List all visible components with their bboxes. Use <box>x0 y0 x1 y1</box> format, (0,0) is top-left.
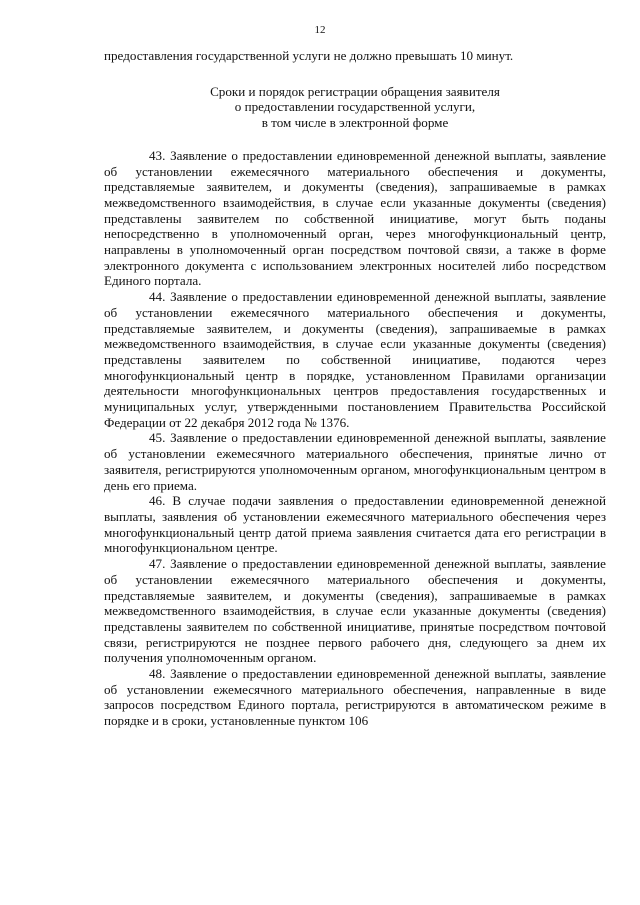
paragraph-43: 43. Заявление о предоставлении единовременной денежной выплаты, заявление об установлении ежемесячного материального обеспечения и документы, представляемые заявителем, и документы (сведения), запрашиваемые в рамках межведомственного взаимодействия, в случае если указанные документы (сведения) представлены заявителем по собственной инициативе, могут быть поданы непосредственно в уполномоченный орган, через многофункциональный центр, направлены в уполномоченный орган посредством почтовой связи, а также в форме электронного документа с использованием электронных носителей либо посредством Единого портала. <box>104 147 606 289</box>
section-heading-line: в том числе в электронной форме <box>261 115 449 131</box>
paragraph-45: 45. Заявление о предоставлении единовременной денежной выплаты, заявление об установлении ежемесячного материального обеспечения, принятые лично от заявителя, регистрируются уполномоченным органом, многофункциональным центром в день его приема. <box>104 430 606 493</box>
paragraph-48: 48. Заявление о предоставлении единовременной денежной выплаты, заявление об установлении ежемесячного материального обеспечения, направленные в виде запросов посредством Единого портала, регистрируются в автоматическом режиме в порядке и в сроки, установленные пунктом 106 <box>104 666 606 729</box>
paragraph-44: 44. Заявление о предоставлении единовременной денежной выплаты, заявление об установлении ежемесячного материального обеспечения и документы, представляемые заявителем, и документы (сведения), запрашиваемые в рамках межведомственного взаимодействия, в случае если указанные документы (сведения) представлены заявителем по собственной инициативе, подаются через многофункциональный центр в порядке, установленном Правилами организации деятельности многофункциональных центров предоставления государственных и муниципальных услуг, утвержденными постановлением Правительства Российской Федерации от 22 декабря 2012 года № 1376. <box>104 289 606 430</box>
document-body <box>104 48 606 729</box>
section-heading-line: о предоставлении государственной услуги, <box>234 99 476 115</box>
section-heading <box>104 84 606 131</box>
paragraph-46: 46. В случае подачи заявления о предоставлении единовременной денежной выплаты, заявления об установлении ежемесячного материального обеспечения через многофункциональный центр датой приема заявления считается дата его регистрации в многофункциональном центре. <box>104 493 606 556</box>
continuation-line: предоставления государственной услуги не должно превышать 10 минут. <box>104 48 514 63</box>
section-heading-line: Сроки и порядок регистрации обращения заявителя <box>210 83 500 99</box>
page-number: 12 <box>314 24 326 36</box>
paragraph-47: 47. Заявление о предоставлении единовременной денежной выплаты, заявление об установлении ежемесячного материального обеспечения и документы, представляемые заявителем, и документы (сведения), запрашиваемые в рамках межведомственного взаимодействия, в случае если указанные документы (сведения) представлены заявителем по собственной инициативе, принятые посредством почтовой связи, регистрируются не позднее первого рабочего дня, следующего за днем их получения уполномоченным органом. <box>104 556 606 666</box>
